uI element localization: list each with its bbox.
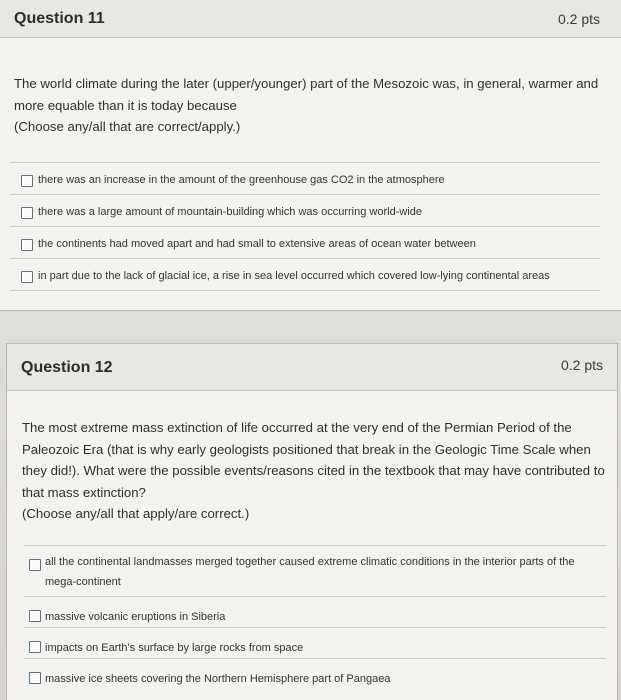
checkbox[interactable]	[21, 271, 33, 283]
answer-option[interactable]	[10, 162, 600, 194]
question-text	[14, 73, 604, 138]
answer-label[interactable]: impacts on Earth's surface by large rocks from space	[45, 642, 304, 654]
answer-label[interactable]: in part due to the lack of glacial ice, a rise in sea level occurred which covered low-lying continental areas	[38, 270, 550, 282]
question-header	[0, 0, 621, 38]
answer-label[interactable]: all the continental landmasses merged together caused extreme climatic conditions in the interior parts of the mega-continent	[45, 556, 575, 588]
question-12-card	[6, 343, 618, 700]
question-title: Question 11	[14, 10, 105, 27]
question-instruction: (Choose any/all that are correct/apply.)	[14, 119, 241, 134]
answer-option[interactable]	[10, 226, 600, 258]
answer-label[interactable]: massive ice sheets covering the Northern Hemisphere part of Pangaea	[45, 673, 391, 685]
answer-option[interactable]	[10, 194, 600, 226]
question-title: Question 12	[21, 359, 113, 376]
question-header	[7, 344, 617, 391]
question-instruction: (Choose any/all that apply/are correct.)	[22, 506, 250, 521]
answer-option[interactable]	[24, 545, 606, 596]
checkbox[interactable]	[21, 207, 33, 219]
divider	[10, 290, 600, 291]
answer-option[interactable]	[24, 627, 606, 658]
checkbox[interactable]	[21, 175, 33, 187]
checkbox[interactable]	[29, 672, 41, 684]
checkbox[interactable]	[29, 610, 41, 622]
question-text	[22, 417, 607, 525]
question-points: 0.2 pts	[560, 357, 603, 373]
answer-label[interactable]: there was an increase in the amount of the greenhouse gas CO2 in the atmosphere	[38, 174, 445, 186]
checkbox[interactable]	[29, 641, 41, 653]
answer-option[interactable]	[24, 658, 606, 689]
checkbox[interactable]	[29, 559, 41, 571]
answer-label[interactable]: the continents had moved apart and had small to extensive areas of ocean water between	[38, 238, 476, 250]
answer-label[interactable]: there was a large amount of mountain-building which was occurring world-wide	[38, 206, 422, 218]
question-11-card	[0, 0, 621, 311]
answer-option[interactable]	[10, 258, 600, 290]
question-points: 0.2 pts	[557, 11, 600, 27]
answer-label[interactable]: massive volcanic eruptions in Siberia	[45, 611, 226, 623]
answer-option[interactable]	[24, 596, 606, 627]
answer-list	[24, 545, 606, 689]
answer-list	[10, 162, 600, 291]
question-prompt: The most extreme mass extinction of life occurred at the very end of the Permian Period of the Paleozoic Era (that is why early geologists positioned that break in the Geologic Time Scale when they did!). What were the possible events/reasons cited in the textbook that may have contributed to that mass extinction?	[22, 420, 605, 500]
question-prompt: The world climate during the later (upper/younger) part of the Mesozoic was, in general, warmer and more equable than it is today because	[14, 76, 599, 113]
checkbox[interactable]	[21, 239, 33, 251]
